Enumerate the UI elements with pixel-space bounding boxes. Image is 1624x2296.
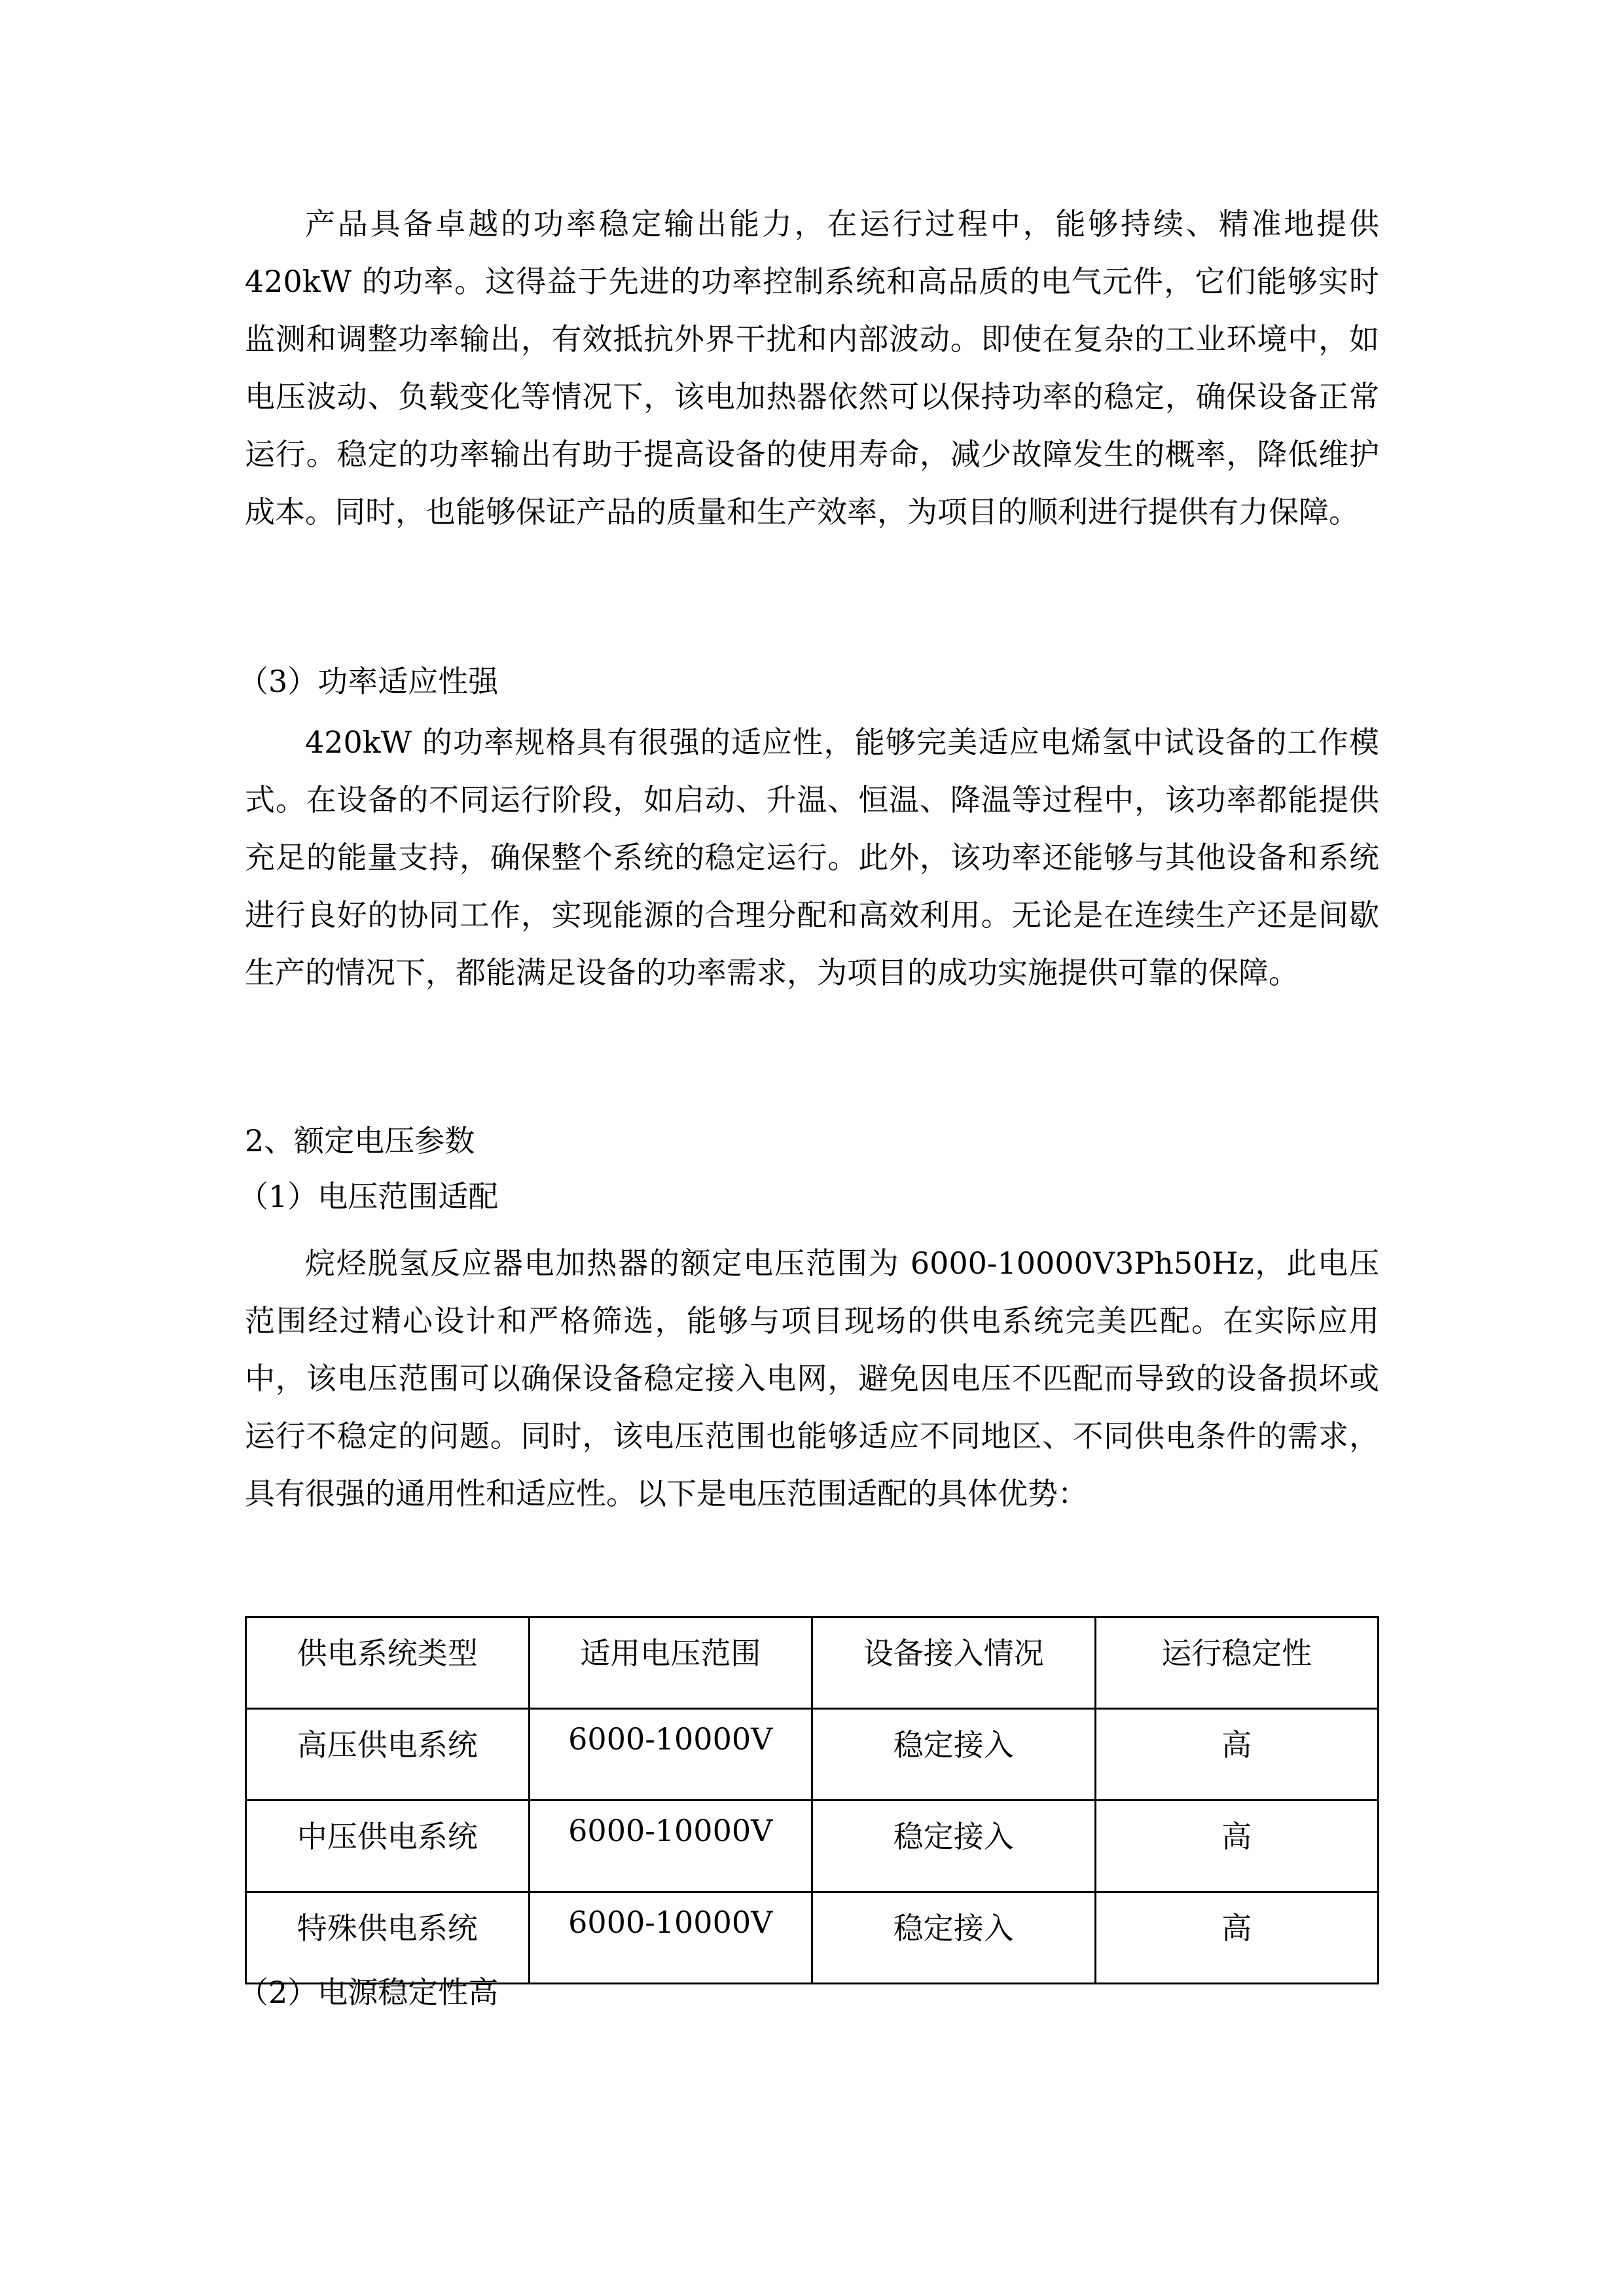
table-cell: 稳定接入 [812,1801,1096,1892]
paragraph-voltage-range: 烷烃脱氢反应器电加热器的额定电压范围为 6000-10000V3Ph50Hz，此电压范围经过精心设计和严格筛选，能够与项目现场的供电系统完美匹配。在实际应用中，该电压范围可以确保设备稳定接入电网，避免因电压不匹配而导致的设备损坏或运行不稳定的问题。同时，该电压范围也能够适应不同地区、不同供电条件的需求，具有很强的通用性和适应性。以下是电压范围适配的具体优势： [245,1246,1379,1511]
table-header-row [246,1617,1379,1709]
section-heading-rated-voltage: 2、额定电压参数 [245,1123,475,1158]
subheading-power-supply-stability: （2）电源稳定性高 [238,1975,499,2010]
paragraph-power-adaptability: 420kW 的功率规格具有很强的适应性，能够完美适应电烯氢中试设备的工作模式。在设备的不同运行阶段，如启动、升温、恒温、降温等过程中，该功率都能提供充足的能量支持，确保整个系统的稳定运行。此外，该功率还能够与其他设备和系统进行良好的协同工作，实现能源的合理分配和高效利用。无论是在连续生产还是间歇生产的情况下，都能满足设备的功率需求，为项目的成功实施提供可靠的保障。 [245,725,1379,990]
voltage-adaptation-table [245,1616,1379,1984]
table-header-cell: 适用电压范围 [529,1617,812,1709]
table-cell: 稳定接入 [812,1892,1096,1984]
table-cell: 6000-10000V [529,1709,812,1801]
table-cell: 高 [1095,1892,1379,1984]
table-header-cell: 供电系统类型 [246,1617,530,1709]
table-row [246,1801,1379,1892]
table-row [246,1709,1379,1801]
table-cell: 高压供电系统 [246,1709,530,1801]
table-cell: 6000-10000V [529,1892,812,1984]
table-cell: 特殊供电系统 [246,1892,530,1984]
table-cell: 稳定接入 [812,1709,1096,1801]
table-header-cell: 运行稳定性 [1095,1617,1379,1709]
paragraph-power-stability-output: 产品具备卓越的功率稳定输出能力，在运行过程中，能够持续、精准地提供 420kW 的功率。这得益于先进的功率控制系统和高品质的电气元件，它们能够实时监测和调整功率输出，有效抵抗外界干扰和内部波动。即使在复杂的工业环境中，如电压波动、负载变化等情况下，该电加热器依然可以保持功率的稳定，确保设备正常运行。稳定的功率输出有助于提高设备的使用寿命，减少故障发生的概率，降低维护成本。同时，也能够保证产品的质量和生产效率，为项目的顺利进行提供有力保障。 [245,206,1379,529]
table-cell: 高 [1095,1709,1379,1801]
subheading-power-adaptability: （3）功率适应性强 [238,664,499,699]
table-cell: 6000-10000V [529,1801,812,1892]
table-header-cell: 设备接入情况 [812,1617,1096,1709]
table-cell: 中压供电系统 [246,1801,530,1892]
table-cell: 高 [1095,1801,1379,1892]
subheading-voltage-range: （1）电压范围适配 [238,1179,499,1214]
